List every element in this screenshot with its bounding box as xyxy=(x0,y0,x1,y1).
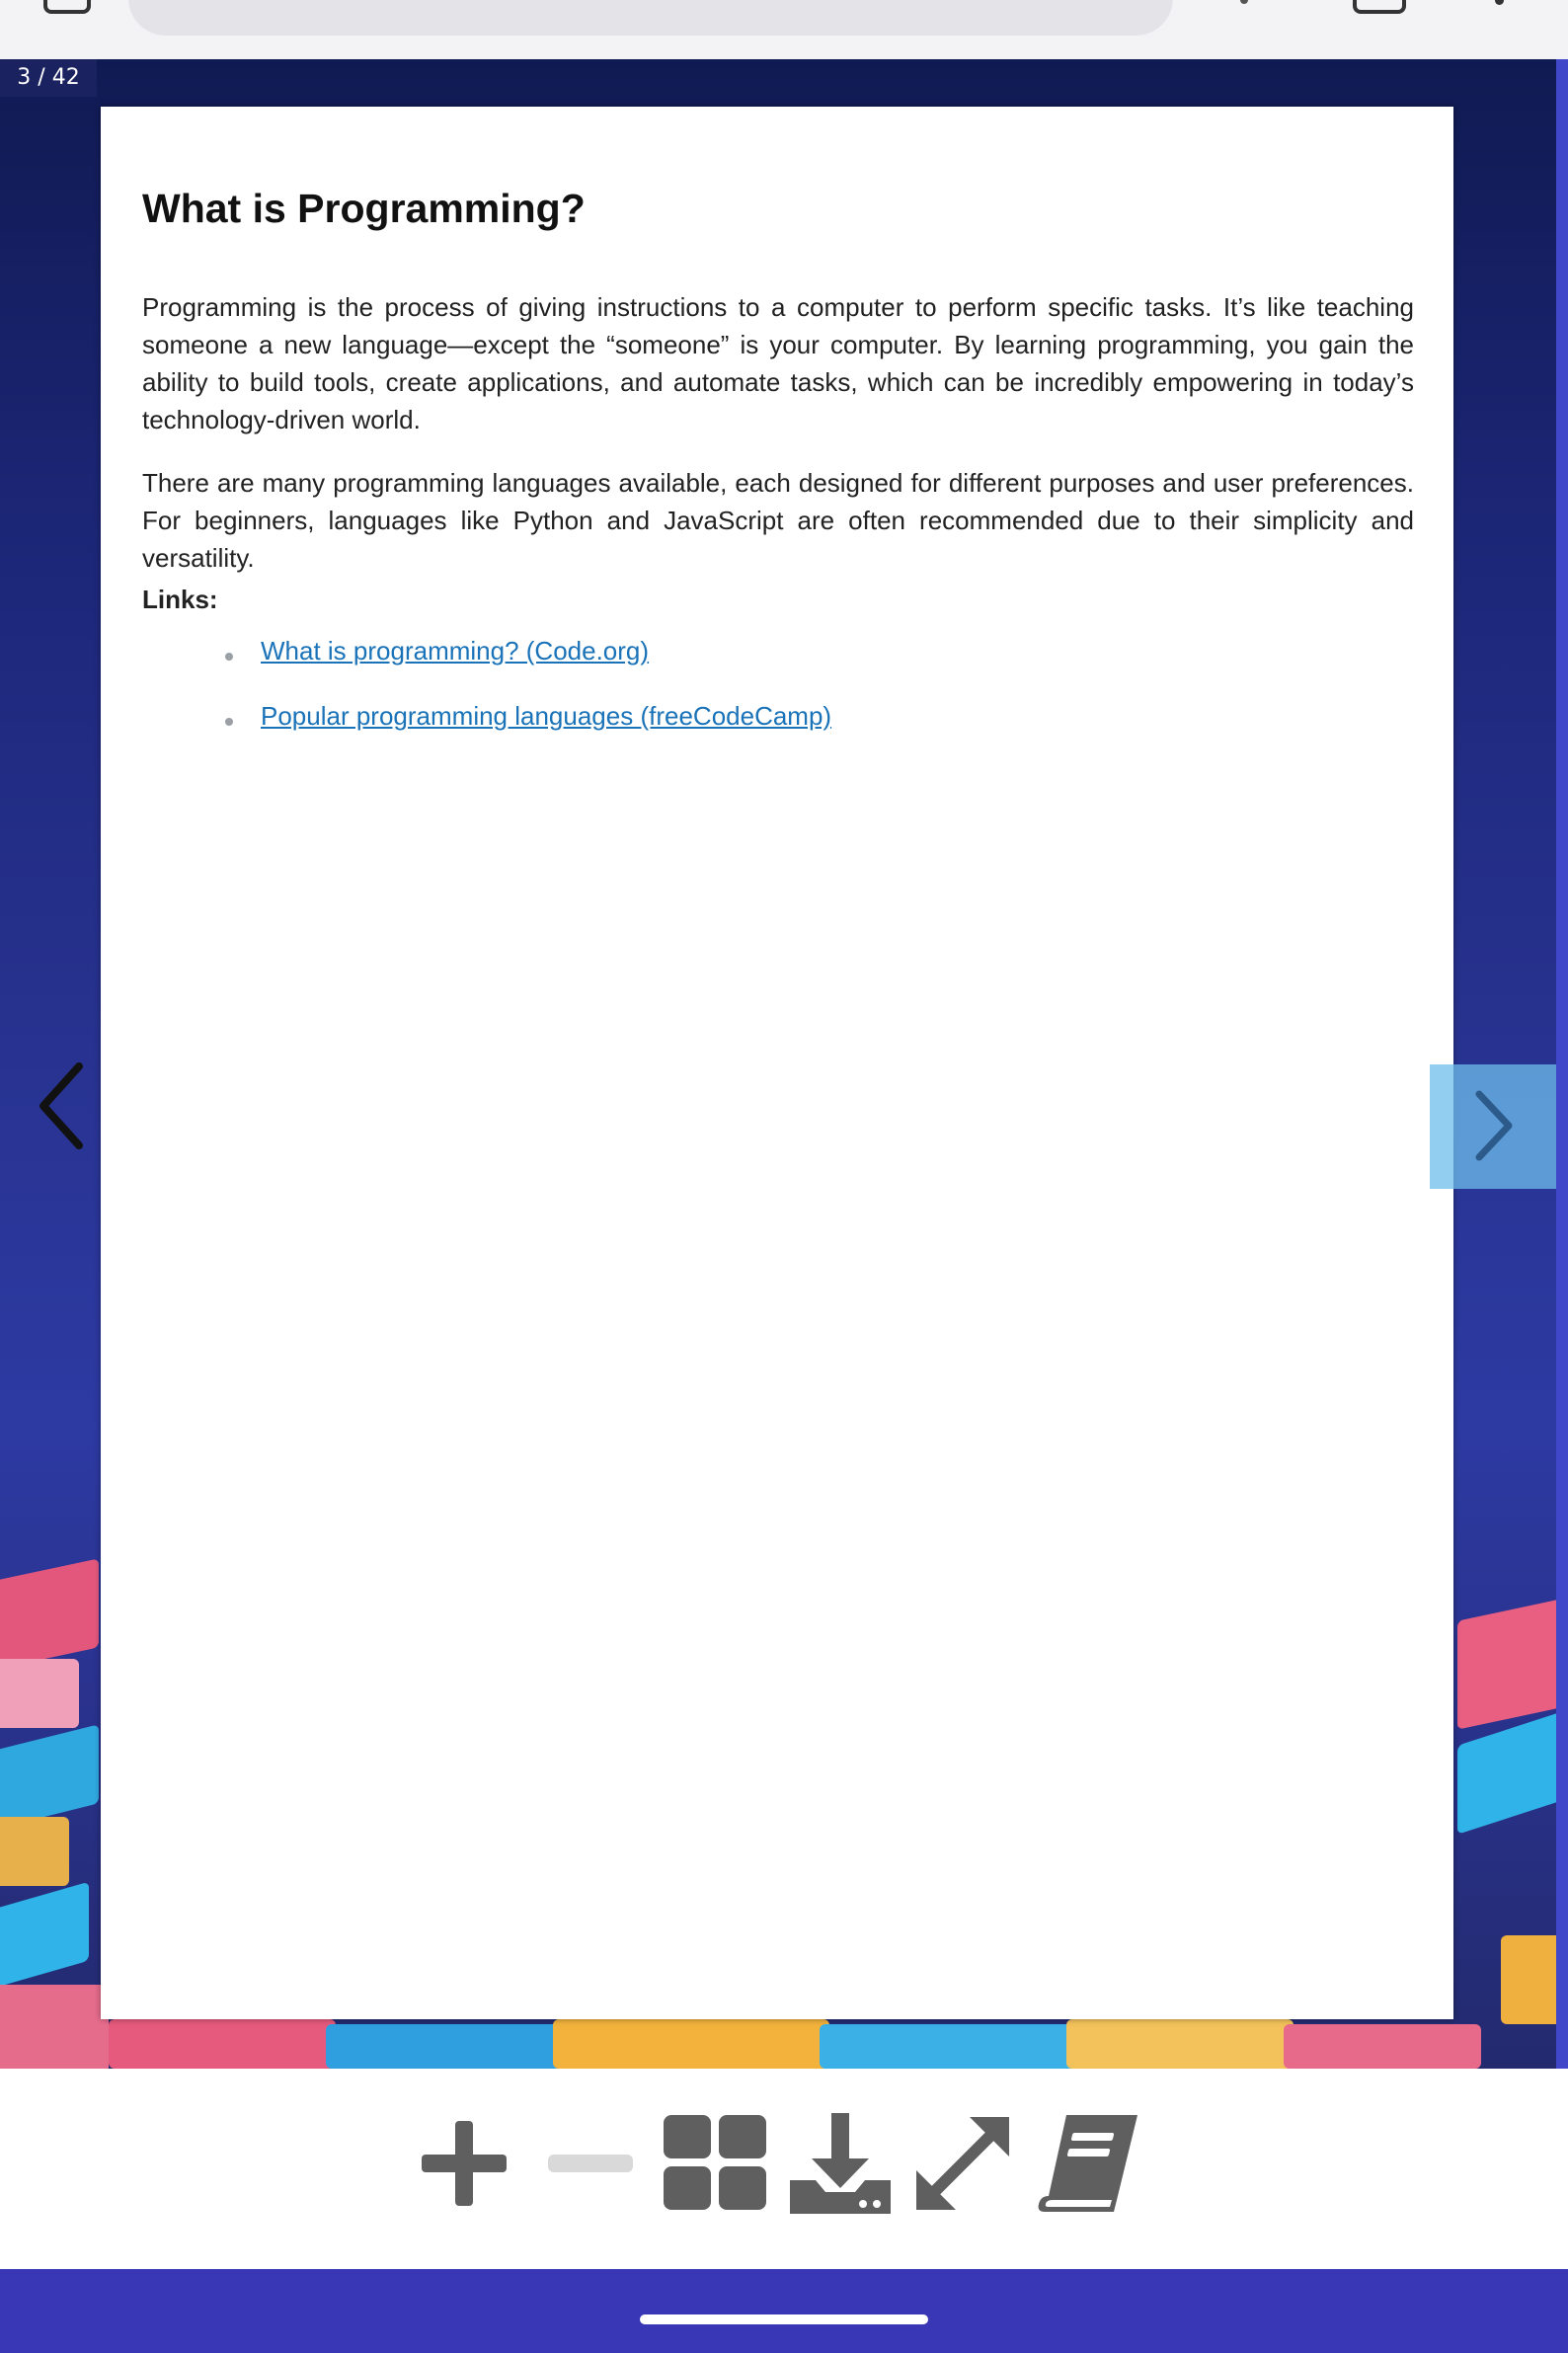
link-code-org[interactable]: What is programming? (Code.org) xyxy=(261,636,650,666)
list-item xyxy=(225,701,831,766)
screen-edge xyxy=(1556,59,1568,2069)
bullet-icon xyxy=(225,718,233,726)
thumbnails-grid-icon xyxy=(660,2111,770,2216)
bullet-icon xyxy=(225,653,233,661)
download-status-icon[interactable] xyxy=(1240,0,1248,4)
table-of-contents-book-icon xyxy=(1033,2111,1143,2216)
page-title: What is Programming? xyxy=(142,186,586,231)
links-heading: Links: xyxy=(142,585,218,614)
document-page xyxy=(101,107,1453,2019)
chevron-right-icon xyxy=(1430,1064,1556,1189)
fullscreen-icon xyxy=(910,2111,1015,2216)
next-page-button[interactable] xyxy=(1430,1064,1556,1189)
download-icon xyxy=(786,2111,895,2216)
links-list xyxy=(225,636,831,766)
flipbook-viewer xyxy=(0,59,1556,2069)
zoom-out-button[interactable] xyxy=(541,2111,640,2216)
page-counter: 3 / 42 xyxy=(0,59,97,97)
paragraph: There are many programming languages available, each designed for different purposes and user preferences. For beginners, languages like Python and JavaScript are often recommended due to their simplicity and versatility. xyxy=(142,468,1414,573)
paragraph: Programming is the process of giving instructions to a computer to perform specific tasks. It’s like teaching someone a new language—except the “someone” is your computer. By learning programming, you gain the ability to build tools, create applications, and automate tasks, which can be incredibly empowering in today’s technology-driven world. xyxy=(142,292,1414,434)
link-freecodecamp[interactable]: Popular programming languages (freeCodeCamp) xyxy=(261,701,832,731)
fullscreen-button[interactable] xyxy=(910,2111,1015,2216)
browser-top-bar xyxy=(0,0,1568,61)
menu-icon[interactable] xyxy=(1495,0,1504,5)
zoom-in-icon xyxy=(415,2111,513,2216)
system-navigation-bar xyxy=(0,2269,1568,2353)
address-bar[interactable] xyxy=(128,0,1173,36)
list-item xyxy=(225,636,831,701)
tabs-icon[interactable] xyxy=(43,0,91,14)
tab-switcher-icon[interactable] xyxy=(1353,0,1406,14)
chevron-left-icon xyxy=(30,1047,99,1165)
previous-page-button[interactable] xyxy=(30,1047,99,1165)
zoom-out-icon xyxy=(541,2111,640,2216)
viewer-toolbar xyxy=(0,2070,1556,2269)
zoom-in-button[interactable] xyxy=(415,2111,513,2216)
table-of-contents-button[interactable] xyxy=(1033,2111,1143,2216)
download-button[interactable] xyxy=(786,2111,895,2216)
home-indicator[interactable] xyxy=(640,2314,928,2324)
thumbnails-button[interactable] xyxy=(660,2111,770,2216)
